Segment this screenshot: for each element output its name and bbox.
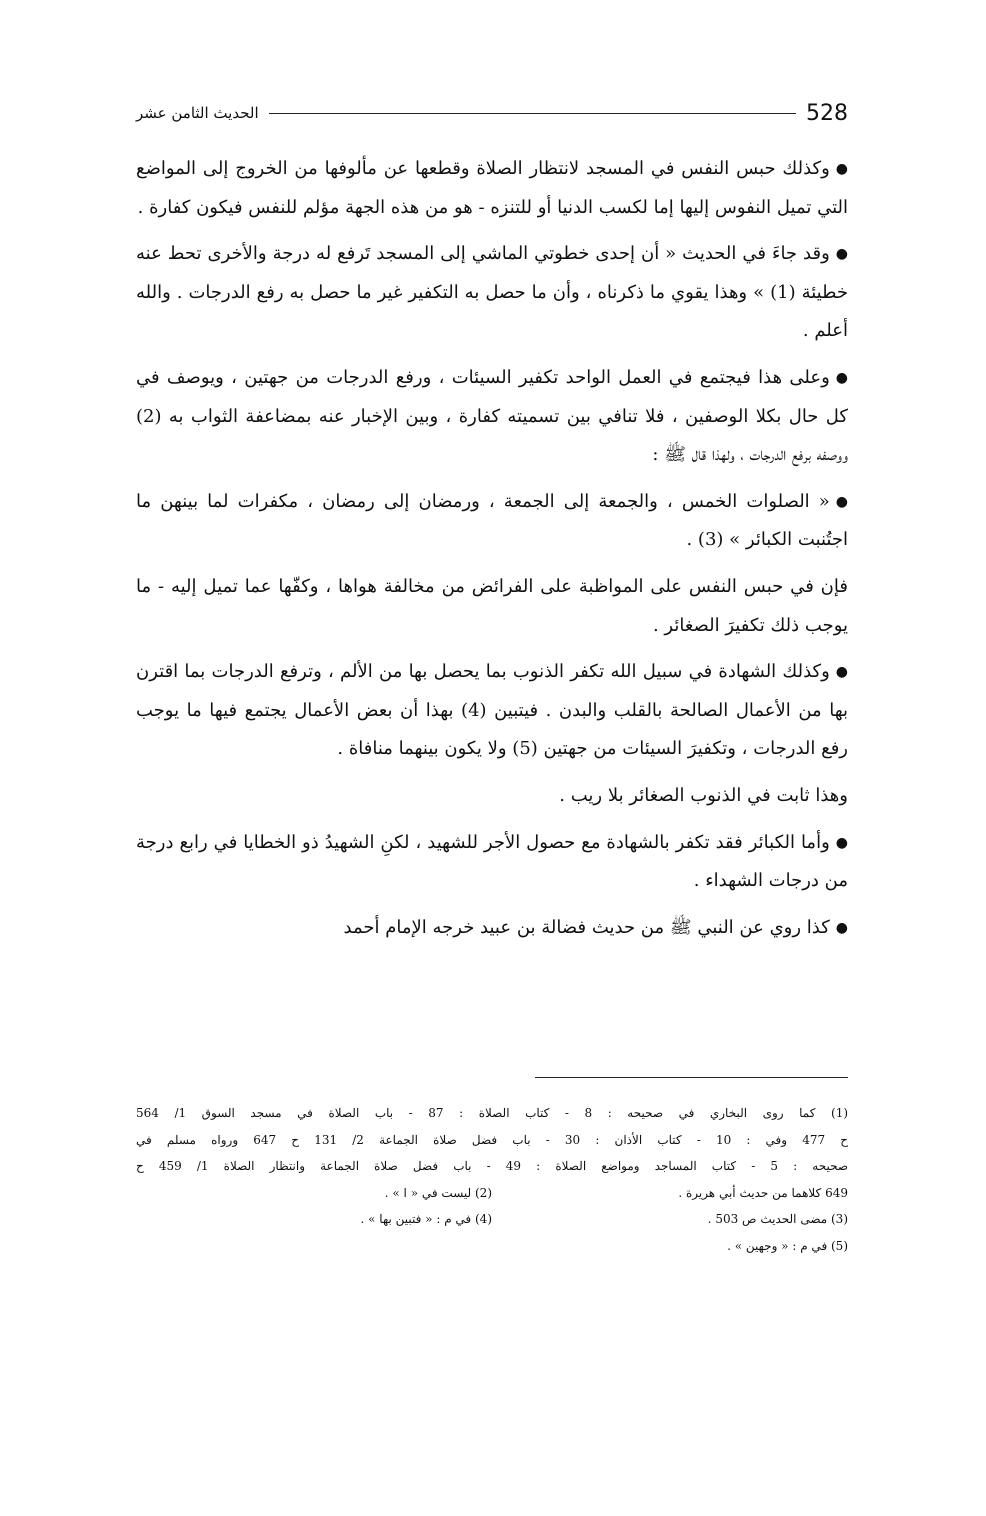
page-header (136, 96, 848, 130)
paragraph-text: وكذلك الشهادة في سبيل الله تكفر الذنوب بما يحصل بها من الألم ، وترفع الدرجات بما اقترن بها من الأعمال الصالحة بالقلب والبدن . فيتبين (4) بهذا أن بعض الأعمال يجتمع فيها ما يوجب رفع الدرجات ، وتكفيرَ السيئات من جهتين (5) ولا يكون بينهما منافاة . (136, 661, 848, 760)
paragraph (136, 359, 848, 475)
paragraph-text: وهذا ثابت في الذنوب الصغائر بلا ريب . (559, 784, 848, 806)
paragraph-text: « الصلوات الخمس ، والجمعة إلى الجمعة ، ورمضان إلى رمضان ، مكفرات لما بينهن ما اجتُنبت الكبائر » (3) . (136, 490, 848, 551)
paragraph (136, 568, 848, 645)
paragraph-text: وأما الكبائر فقد تكفر بالشهادة مع حصول الأجر للشهيد ، لكنِ الشهيدُ ذو الخطايا في رابع درجة من درجات الشهداء . (136, 831, 848, 892)
paragraph (136, 824, 848, 901)
bullet-icon: ● (835, 919, 848, 936)
bullet-icon: ● (835, 246, 848, 263)
footnote-3: (3) مضى الحديث ص 503 . (707, 1212, 848, 1226)
header-rule (269, 113, 796, 114)
paragraph (136, 235, 848, 351)
bullet-icon: ● (835, 664, 848, 681)
footnote-1-line-3: صحيحه : 5 - كتاب المساجد ومواضع الصلاة : 49 - باب فضل صلاة الجماعة وانتظار الصلاة 1/ 459 ح (136, 1159, 848, 1173)
bullet-icon: ● (835, 493, 848, 510)
footnote-1-line-4: 649 كلاهما من حديث أبي هريرة . (678, 1185, 848, 1200)
paragraph-text: وقد جاءَ في الحديث « أن إحدى خطوتي الماشي إلى المسجد تَرفع له درجة والأخرى تحط عنه خطيئة (1) » وهذا يقوي ما ذكرناه ، وأن ما حصل به التكفير غير ما حصل به رفع الدرجات . والله أعلم . (136, 243, 848, 342)
bullet-icon: ● (835, 161, 848, 177)
footnote-2: (2) ليست في « ا » . (384, 1185, 492, 1200)
bullet-icon: ● (835, 369, 848, 386)
paragraph (136, 483, 848, 560)
footnote-row-5 (136, 1233, 848, 1260)
paragraph-text: فإن في حبس النفس على المواظبة على الفرائض من مخالفة هواها ، وكفّها عما تميل إليه - ما يوجب ذلك تكفيرَ الصغائر . (136, 575, 848, 636)
footnotes (136, 1100, 848, 1259)
footnote-separator (535, 1077, 848, 1078)
paragraph-text: وعلى هذا فيجتمع في العمل الواحد تكفير السيئات ، ورفع الدرجات من جهتين ، ويوصف في كل حال بكلا الوصفين ، فلا تنافي بين تسميته كفارة ، وبين الإخبار عنه بمضاعفة الثواب به (2) ووصفه برفع الدرجات ، ولهذا قال ﷺ : (136, 366, 848, 466)
paragraph (136, 909, 848, 948)
footnote-4: (4) في م : « فتبين بها » . (360, 1212, 492, 1226)
paragraph-text: وكذلك حبس النفس في المسجد لانتظار الصلاة وقطعها عن مألوفها من الخروج إلى المواضع التي تميل النفوس إليها إما لكسب الدنيا أو للتنزه - هو من هذه الجهة مؤلم للنفس فيكون كفارة . (136, 158, 848, 218)
paragraph (136, 777, 848, 816)
page-number: 528 (806, 100, 848, 126)
footnote-1-line-1: (1) كما روى البخاري في صحيحه : 8 - كتاب الصلاة : 87 - باب الصلاة في مسجد السوق 1/ 564 (136, 1106, 848, 1120)
footnote-5: (5) في م : « وجهين » . (727, 1238, 848, 1253)
paragraph-text: كذا روي عن النبي ﷺ من حديث فضالة بن عبيد خرجه الإمام أحمد (343, 916, 830, 938)
footnote-row-3-4 (136, 1206, 848, 1233)
footnote-row-1-2 (136, 1180, 848, 1207)
paragraph (136, 653, 848, 769)
paragraph (136, 150, 848, 227)
body-text (136, 150, 848, 955)
running-title: الحديث الثامن عشر (136, 104, 259, 122)
footnote-1-line-2: ح 477 وفي : 10 - كتاب الأذان : 30 - باب فضل صلاة الجماعة 2/ 131 ح 647 ورواه مسلم في (136, 1132, 848, 1147)
bullet-icon: ● (835, 834, 848, 851)
